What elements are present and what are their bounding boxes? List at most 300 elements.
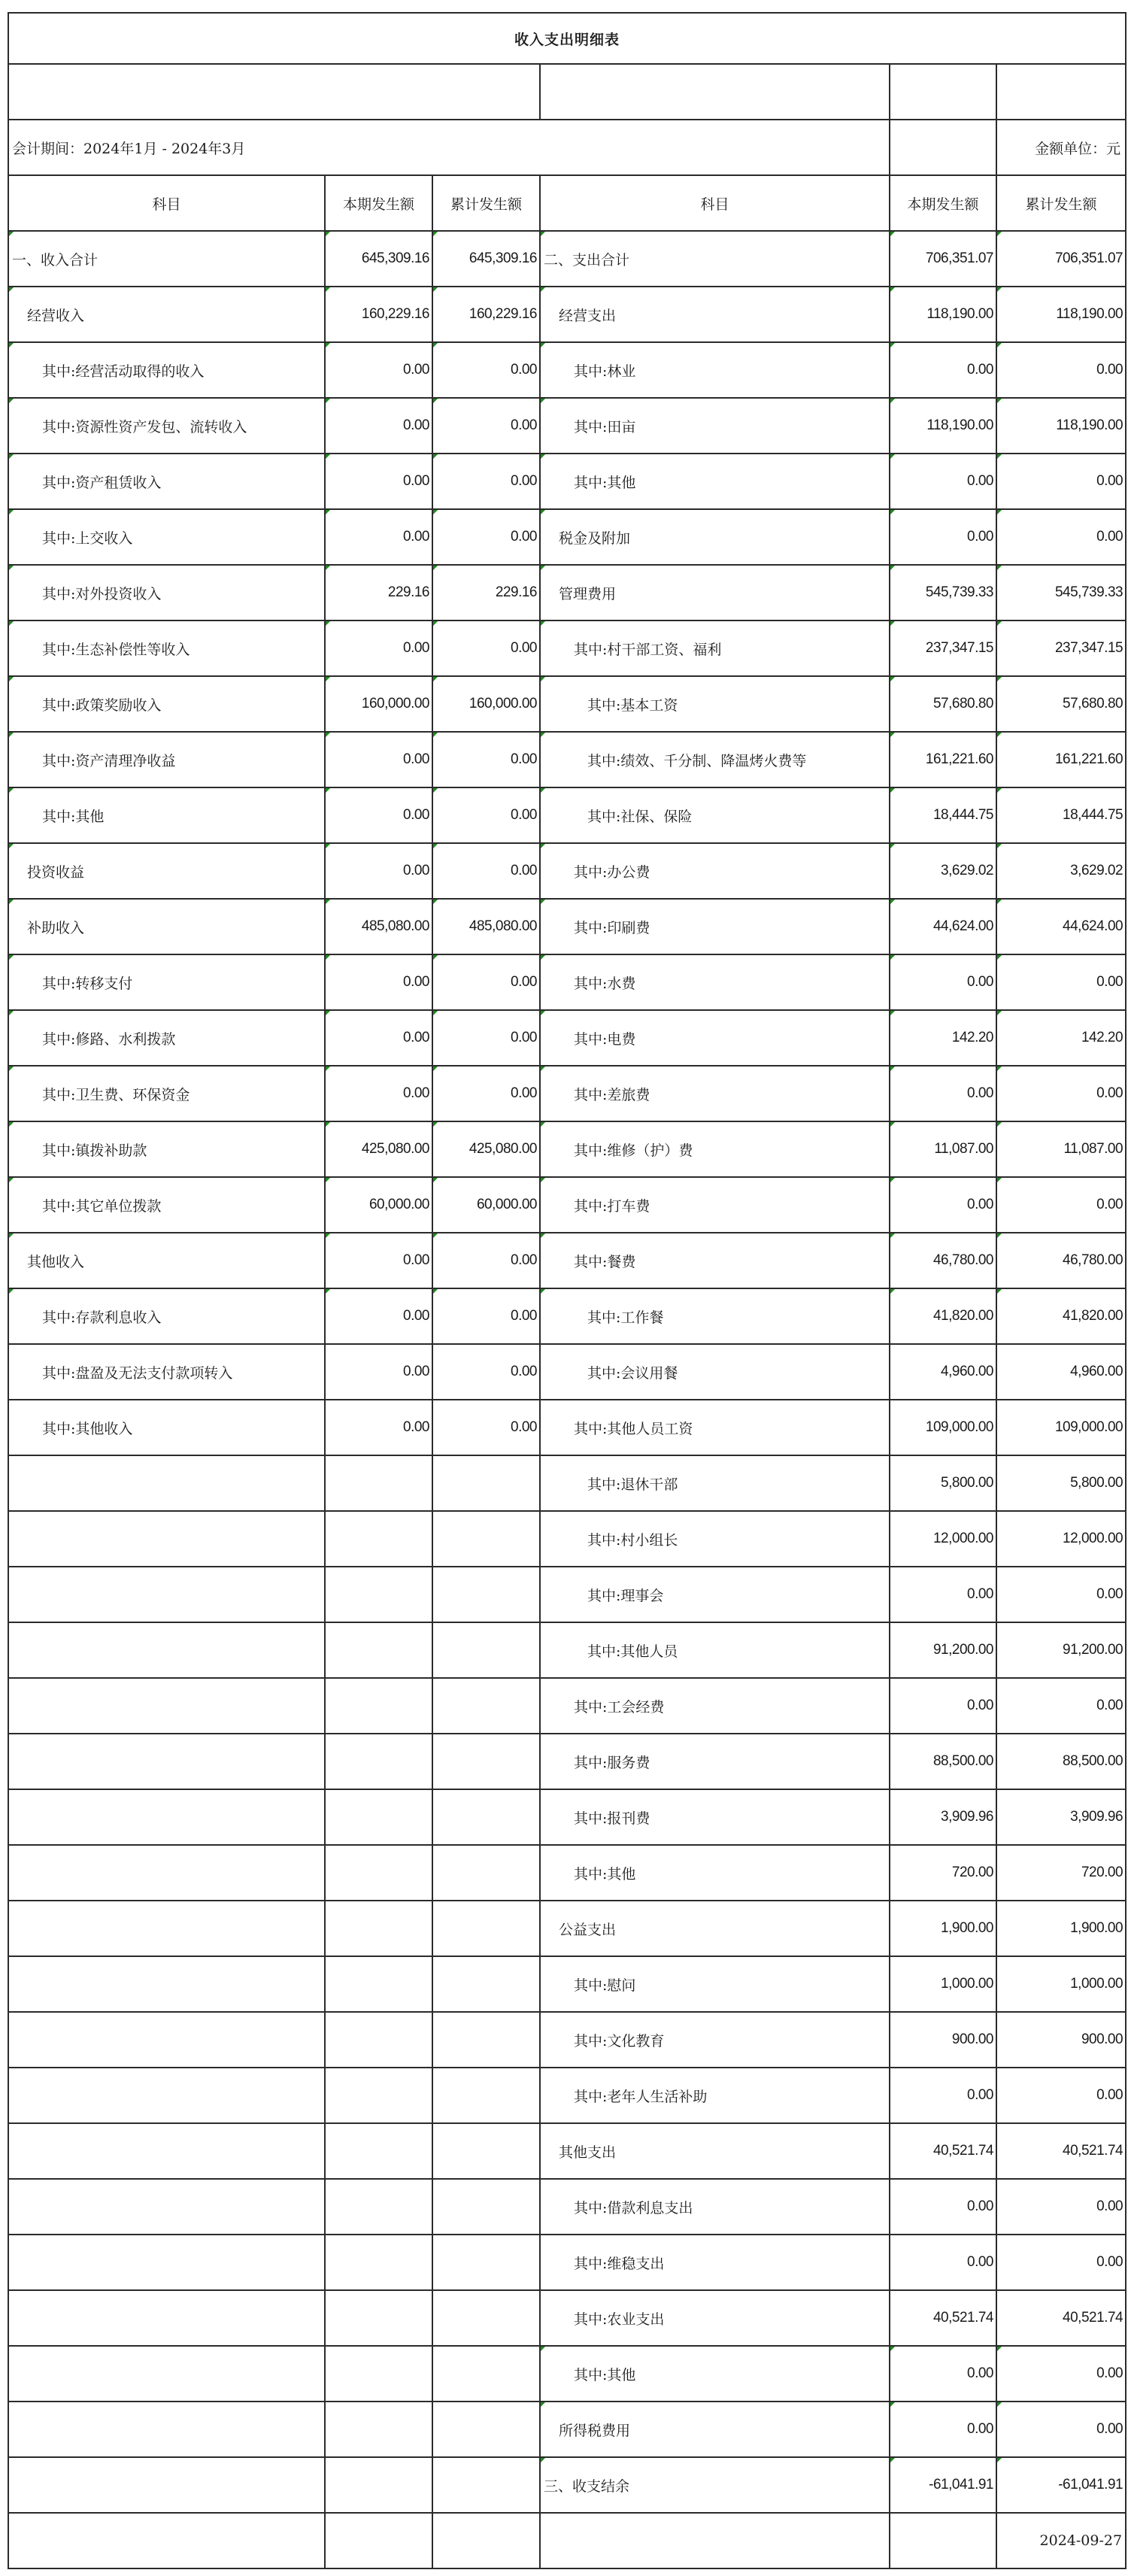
expense-current-cell[interactable]: 91,200.00 bbox=[890, 1622, 996, 1678]
table-row bbox=[8, 1455, 1126, 1511]
expense-cumulative-cell[interactable]: 0.00 bbox=[996, 342, 1126, 398]
empty-cell[interactable] bbox=[432, 1511, 540, 1567]
expense-cumulative-cell[interactable]: 161,221.60 bbox=[996, 732, 1126, 787]
table-row bbox=[8, 1789, 1126, 1845]
expense-cumulative-cell[interactable]: 91,200.00 bbox=[996, 1622, 1126, 1678]
income-cumulative-cell[interactable]: 0.00 bbox=[432, 398, 540, 454]
expense-cumulative-cell[interactable]: 0.00 bbox=[996, 2346, 1126, 2402]
expense-cumulative-cell[interactable]: -61,041.91 bbox=[996, 2457, 1126, 2513]
expense-cumulative-cell[interactable]: 57,680.80 bbox=[996, 676, 1126, 732]
expense-current-cell[interactable]: 0.00 bbox=[890, 954, 996, 1010]
expense-subject-cell[interactable]: 其中:工作餐 bbox=[540, 1288, 890, 1344]
expense-subject-cell[interactable]: 其中:其他 bbox=[540, 1845, 890, 1901]
income-cumulative-cell[interactable]: 0.00 bbox=[432, 732, 540, 787]
income-current-cell[interactable]: 0.00 bbox=[325, 509, 432, 565]
expense-cumulative-cell[interactable]: 1,000.00 bbox=[996, 1956, 1126, 2012]
col-header-income-subject: 科目 bbox=[8, 175, 325, 231]
income-cumulative-cell[interactable]: 0.00 bbox=[432, 1288, 540, 1344]
empty-cell[interactable] bbox=[8, 2290, 325, 2346]
empty-cell[interactable] bbox=[325, 1789, 432, 1845]
income-cumulative-cell[interactable]: 0.00 bbox=[432, 509, 540, 565]
empty-cell[interactable] bbox=[325, 2235, 432, 2290]
expense-current-cell[interactable]: 40,521.74 bbox=[890, 2123, 996, 2179]
income-cumulative-cell[interactable]: 645,309.16 bbox=[432, 231, 540, 287]
expense-subject-cell[interactable]: 其他支出 bbox=[540, 2123, 890, 2179]
table-row bbox=[8, 1678, 1126, 1734]
expense-current-cell[interactable]: 1,900.00 bbox=[890, 1901, 996, 1956]
expense-cumulative-cell[interactable]: 0.00 bbox=[996, 2235, 1126, 2290]
empty-cell[interactable] bbox=[325, 1734, 432, 1789]
expense-subject-cell[interactable]: 其中:打车费 bbox=[540, 1177, 890, 1233]
expense-cumulative-cell[interactable]: 40,521.74 bbox=[996, 2123, 1126, 2179]
empty-cell[interactable] bbox=[432, 2346, 540, 2402]
income-current-cell[interactable]: 229.16 bbox=[325, 565, 432, 620]
empty-cell[interactable] bbox=[432, 1567, 540, 1622]
income-subject-cell[interactable]: 其中:经营活动取得的收入 bbox=[8, 342, 325, 398]
table-row bbox=[8, 1121, 1126, 1177]
expense-subject-cell[interactable]: 二、支出合计 bbox=[540, 231, 890, 287]
expense-cumulative-cell[interactable]: 720.00 bbox=[996, 1845, 1126, 1901]
empty-cell[interactable] bbox=[8, 2402, 325, 2457]
col-header-income-current: 本期发生额 bbox=[325, 175, 432, 231]
empty-cell[interactable] bbox=[325, 2068, 432, 2123]
table-row bbox=[8, 342, 1126, 398]
empty-cell[interactable] bbox=[8, 1678, 325, 1734]
expense-cumulative-cell[interactable]: 0.00 bbox=[996, 1177, 1126, 1233]
table-row bbox=[8, 231, 1126, 287]
expense-current-cell[interactable]: 0.00 bbox=[890, 509, 996, 565]
income-subject-cell[interactable]: 其中:其他 bbox=[8, 787, 325, 843]
table-row bbox=[8, 2235, 1126, 2290]
expense-subject-cell[interactable]: 其中:农业支出 bbox=[540, 2290, 890, 2346]
expense-current-cell[interactable]: 161,221.60 bbox=[890, 732, 996, 787]
empty-cell[interactable] bbox=[8, 1567, 325, 1622]
expense-current-cell[interactable]: 0.00 bbox=[890, 1066, 996, 1121]
expense-current-cell[interactable]: 0.00 bbox=[890, 454, 996, 509]
expense-cumulative-cell[interactable]: 545,739.33 bbox=[996, 565, 1126, 620]
empty-cell[interactable] bbox=[8, 2012, 325, 2068]
expense-subject-cell[interactable]: 其中:绩效、千分制、降温烤火费等 bbox=[540, 732, 890, 787]
table-row bbox=[8, 509, 1126, 565]
expense-subject-cell[interactable]: 其中:其他人员 bbox=[540, 1622, 890, 1678]
expense-cumulative-cell[interactable]: 0.00 bbox=[996, 1678, 1126, 1734]
empty-cell[interactable] bbox=[8, 1845, 325, 1901]
blank-cell[interactable] bbox=[540, 64, 890, 120]
table-row bbox=[8, 1066, 1126, 1121]
title-row bbox=[8, 13, 1126, 64]
blank-cell[interactable] bbox=[890, 64, 996, 120]
empty-cell[interactable] bbox=[432, 1789, 540, 1845]
income-subject-cell[interactable]: 其中:资源性资产发包、流转收入 bbox=[8, 398, 325, 454]
expense-subject-cell[interactable]: 其中:电费 bbox=[540, 1010, 890, 1066]
income-current-cell[interactable]: 0.00 bbox=[325, 1288, 432, 1344]
expense-subject-cell[interactable]: 经营支出 bbox=[540, 287, 890, 342]
empty-cell[interactable] bbox=[432, 1455, 540, 1511]
table-row bbox=[8, 732, 1126, 787]
expense-subject-cell[interactable]: 管理费用 bbox=[540, 565, 890, 620]
empty-cell[interactable] bbox=[432, 2123, 540, 2179]
expense-subject-cell[interactable]: 其中:田亩 bbox=[540, 398, 890, 454]
table-row bbox=[8, 454, 1126, 509]
income-current-cell[interactable]: 645,309.16 bbox=[325, 231, 432, 287]
empty-cell[interactable] bbox=[432, 2402, 540, 2457]
expense-current-cell[interactable]: 46,780.00 bbox=[890, 1233, 996, 1288]
expense-subject-cell[interactable]: 其中:文化教育 bbox=[540, 2012, 890, 2068]
income-current-cell[interactable]: 0.00 bbox=[325, 1066, 432, 1121]
table-row bbox=[8, 1567, 1126, 1622]
expense-current-cell[interactable]: 0.00 bbox=[890, 1567, 996, 1622]
income-cumulative-cell[interactable]: 0.00 bbox=[432, 1233, 540, 1288]
expense-subject-cell[interactable]: 其中:其他人员工资 bbox=[540, 1400, 890, 1455]
table-row bbox=[8, 287, 1126, 342]
expense-current-cell[interactable]: 0.00 bbox=[890, 1177, 996, 1233]
report-date: 2024-09-27 bbox=[996, 2513, 1126, 2568]
empty-cell[interactable] bbox=[8, 1622, 325, 1678]
income-current-cell[interactable]: 0.00 bbox=[325, 1344, 432, 1400]
empty-cell[interactable] bbox=[8, 1734, 325, 1789]
expense-subject-cell[interactable]: 其中:维修（护）费 bbox=[540, 1121, 890, 1177]
table-row bbox=[8, 1344, 1126, 1400]
expense-cumulative-cell[interactable]: 5,800.00 bbox=[996, 1455, 1126, 1511]
col-header-expense-subject: 科目 bbox=[540, 175, 890, 231]
income-cumulative-cell[interactable]: 0.00 bbox=[432, 1400, 540, 1455]
income-current-cell[interactable]: 485,080.00 bbox=[325, 899, 432, 954]
income-subject-cell[interactable]: 其中:存款利息收入 bbox=[8, 1288, 325, 1344]
col-header-expense-cumulative: 累计发生额 bbox=[996, 175, 1126, 231]
empty-cell[interactable] bbox=[432, 2513, 540, 2568]
empty-cell[interactable] bbox=[8, 2513, 325, 2568]
income-current-cell[interactable]: 0.00 bbox=[325, 843, 432, 899]
expense-current-cell[interactable]: 18,444.75 bbox=[890, 787, 996, 843]
expense-subject-cell[interactable]: 其中:理事会 bbox=[540, 1567, 890, 1622]
expense-current-cell[interactable]: 545,739.33 bbox=[890, 565, 996, 620]
income-subject-cell[interactable]: 其中:生态补偿性等收入 bbox=[8, 620, 325, 676]
expense-subject-cell[interactable]: 所得税费用 bbox=[540, 2402, 890, 2457]
income-subject-cell[interactable]: 补助收入 bbox=[8, 899, 325, 954]
empty-cell[interactable] bbox=[325, 1845, 432, 1901]
income-current-cell[interactable]: 60,000.00 bbox=[325, 1177, 432, 1233]
expense-subject-cell[interactable]: 其中:社保、保险 bbox=[540, 787, 890, 843]
income-subject-cell[interactable]: 其中:镇拨补助款 bbox=[8, 1121, 325, 1177]
empty-cell[interactable] bbox=[325, 1956, 432, 2012]
table-row bbox=[8, 1845, 1126, 1901]
empty-cell[interactable] bbox=[325, 1678, 432, 1734]
table-row bbox=[8, 2402, 1126, 2457]
expense-cumulative-cell[interactable]: 0.00 bbox=[996, 954, 1126, 1010]
income-subject-cell[interactable]: 其他收入 bbox=[8, 1233, 325, 1288]
empty-cell[interactable] bbox=[325, 2513, 432, 2568]
empty-cell[interactable] bbox=[432, 2068, 540, 2123]
table-row bbox=[8, 2068, 1126, 2123]
income-subject-cell[interactable]: 其中:卫生费、环保资金 bbox=[8, 1066, 325, 1121]
expense-current-cell[interactable]: 0.00 bbox=[890, 2179, 996, 2235]
expense-current-cell[interactable]: 41,820.00 bbox=[890, 1288, 996, 1344]
expense-cumulative-cell[interactable]: 118,190.00 bbox=[996, 287, 1126, 342]
table-row bbox=[8, 899, 1126, 954]
empty-cell[interactable] bbox=[8, 1789, 325, 1845]
expense-cumulative-cell[interactable]: 706,351.07 bbox=[996, 231, 1126, 287]
income-current-cell[interactable]: 0.00 bbox=[325, 620, 432, 676]
income-current-cell[interactable]: 0.00 bbox=[325, 454, 432, 509]
empty-cell[interactable] bbox=[432, 1678, 540, 1734]
table-row bbox=[8, 843, 1126, 899]
income-current-cell[interactable]: 0.00 bbox=[325, 954, 432, 1010]
table-row bbox=[8, 1400, 1126, 1455]
expense-subject-cell[interactable]: 其中:其他 bbox=[540, 454, 890, 509]
accounting-period: 会计期间：2024年1月 - 2024年3月 bbox=[8, 120, 890, 175]
income-cumulative-cell[interactable]: 0.00 bbox=[432, 1066, 540, 1121]
income-current-cell[interactable]: 0.00 bbox=[325, 732, 432, 787]
empty-cell[interactable] bbox=[432, 1956, 540, 2012]
expense-current-cell[interactable]: 4,960.00 bbox=[890, 1344, 996, 1400]
empty-cell[interactable] bbox=[8, 2123, 325, 2179]
expense-cumulative-cell[interactable]: 11,087.00 bbox=[996, 1121, 1126, 1177]
income-current-cell[interactable]: 160,000.00 bbox=[325, 676, 432, 732]
empty-cell[interactable] bbox=[8, 1455, 325, 1511]
empty-cell[interactable] bbox=[8, 2235, 325, 2290]
expense-current-cell[interactable]: 0.00 bbox=[890, 2235, 996, 2290]
expense-cumulative-cell[interactable]: 118,190.00 bbox=[996, 398, 1126, 454]
table-row bbox=[8, 1956, 1126, 2012]
empty-cell[interactable] bbox=[325, 2346, 432, 2402]
blank-cell[interactable] bbox=[996, 64, 1126, 120]
income-cumulative-cell[interactable]: 160,000.00 bbox=[432, 676, 540, 732]
expense-current-cell[interactable]: 5,800.00 bbox=[890, 1455, 996, 1511]
expense-cumulative-cell[interactable]: 88,500.00 bbox=[996, 1734, 1126, 1789]
expense-cumulative-cell[interactable]: 237,347.15 bbox=[996, 620, 1126, 676]
expense-current-cell[interactable]: 0.00 bbox=[890, 342, 996, 398]
income-current-cell[interactable]: 160,229.16 bbox=[325, 287, 432, 342]
empty-cell[interactable] bbox=[432, 1845, 540, 1901]
table-row bbox=[8, 787, 1126, 843]
table-row bbox=[8, 1622, 1126, 1678]
income-cumulative-cell[interactable]: 160,229.16 bbox=[432, 287, 540, 342]
expense-cumulative-cell[interactable]: 44,624.00 bbox=[996, 899, 1126, 954]
expense-cumulative-cell[interactable]: 0.00 bbox=[996, 1066, 1126, 1121]
table-row bbox=[8, 1901, 1126, 1956]
expense-cumulative-cell[interactable]: 12,000.00 bbox=[996, 1511, 1126, 1567]
income-cumulative-cell[interactable]: 0.00 bbox=[432, 1344, 540, 1400]
expense-current-cell[interactable]: 720.00 bbox=[890, 1845, 996, 1901]
income-cumulative-cell[interactable]: 60,000.00 bbox=[432, 1177, 540, 1233]
expense-current-cell[interactable]: 0.00 bbox=[890, 2068, 996, 2123]
empty-cell[interactable] bbox=[432, 2290, 540, 2346]
expense-subject-cell[interactable]: 其中:其他 bbox=[540, 2346, 890, 2402]
expense-cumulative-cell[interactable]: 1,900.00 bbox=[996, 1901, 1126, 1956]
income-subject-cell[interactable]: 其中:资产清理净收益 bbox=[8, 732, 325, 787]
expense-current-cell[interactable]: 0.00 bbox=[890, 1678, 996, 1734]
table-row bbox=[8, 1511, 1126, 1567]
income-cumulative-cell[interactable]: 0.00 bbox=[432, 787, 540, 843]
empty-cell[interactable] bbox=[540, 2513, 890, 2568]
expense-current-cell[interactable]: -61,041.91 bbox=[890, 2457, 996, 2513]
expense-current-cell[interactable]: 40,521.74 bbox=[890, 2290, 996, 2346]
empty-cell[interactable] bbox=[325, 2179, 432, 2235]
expense-subject-cell[interactable]: 其中:办公费 bbox=[540, 843, 890, 899]
expense-subject-cell[interactable]: 其中:维稳支出 bbox=[540, 2235, 890, 2290]
income-current-cell[interactable]: 425,080.00 bbox=[325, 1121, 432, 1177]
expense-subject-cell[interactable]: 其中:印刷费 bbox=[540, 899, 890, 954]
blank-cell[interactable] bbox=[8, 64, 540, 120]
expense-subject-cell[interactable]: 其中:餐费 bbox=[540, 1233, 890, 1288]
expense-subject-cell[interactable]: 其中:村干部工资、福利 bbox=[540, 620, 890, 676]
expense-subject-cell[interactable]: 其中:会议用餐 bbox=[540, 1344, 890, 1400]
empty-cell[interactable] bbox=[432, 2457, 540, 2513]
empty-cell[interactable] bbox=[8, 2068, 325, 2123]
empty-cell[interactable] bbox=[432, 2235, 540, 2290]
expense-current-cell[interactable]: 57,680.80 bbox=[890, 676, 996, 732]
expense-subject-cell[interactable]: 其中:基本工资 bbox=[540, 676, 890, 732]
expense-current-cell[interactable]: 118,190.00 bbox=[890, 287, 996, 342]
expense-subject-cell[interactable]: 其中:林业 bbox=[540, 342, 890, 398]
expense-current-cell[interactable]: 3,909.96 bbox=[890, 1789, 996, 1845]
empty-cell[interactable] bbox=[325, 2402, 432, 2457]
expense-current-cell[interactable]: 706,351.07 bbox=[890, 231, 996, 287]
income-cumulative-cell[interactable]: 0.00 bbox=[432, 843, 540, 899]
table-row bbox=[8, 2123, 1126, 2179]
empty-cell[interactable] bbox=[432, 1901, 540, 1956]
expense-subject-cell[interactable]: 其中:借款利息支出 bbox=[540, 2179, 890, 2235]
empty-cell[interactable] bbox=[325, 2012, 432, 2068]
income-subject-cell[interactable]: 其中:其它单位拨款 bbox=[8, 1177, 325, 1233]
empty-cell[interactable] bbox=[8, 2179, 325, 2235]
income-cumulative-cell[interactable]: 0.00 bbox=[432, 454, 540, 509]
expense-cumulative-cell[interactable]: 142.20 bbox=[996, 1010, 1126, 1066]
income-subject-cell[interactable]: 其中:上交收入 bbox=[8, 509, 325, 565]
table-row bbox=[8, 398, 1126, 454]
table-row bbox=[8, 2290, 1126, 2346]
expense-current-cell[interactable]: 3,629.02 bbox=[890, 843, 996, 899]
expense-cumulative-cell[interactable]: 3,629.02 bbox=[996, 843, 1126, 899]
income-subject-cell[interactable]: 其中:政策奖励收入 bbox=[8, 676, 325, 732]
income-cumulative-cell[interactable]: 425,080.00 bbox=[432, 1121, 540, 1177]
income-subject-cell[interactable]: 其中:转移支付 bbox=[8, 954, 325, 1010]
empty-cell[interactable] bbox=[432, 1622, 540, 1678]
expense-current-cell[interactable]: 1,000.00 bbox=[890, 1956, 996, 2012]
income-cumulative-cell[interactable]: 0.00 bbox=[432, 954, 540, 1010]
expense-current-cell[interactable]: 142.20 bbox=[890, 1010, 996, 1066]
expense-current-cell[interactable]: 11,087.00 bbox=[890, 1121, 996, 1177]
income-subject-cell[interactable]: 经营收入 bbox=[8, 287, 325, 342]
expense-cumulative-cell[interactable]: 900.00 bbox=[996, 2012, 1126, 2068]
expense-current-cell[interactable]: 118,190.00 bbox=[890, 398, 996, 454]
expense-current-cell[interactable]: 12,000.00 bbox=[890, 1511, 996, 1567]
income-cumulative-cell[interactable]: 229.16 bbox=[432, 565, 540, 620]
expense-subject-cell[interactable]: 其中:退休干部 bbox=[540, 1455, 890, 1511]
empty-cell[interactable] bbox=[8, 1511, 325, 1567]
expense-cumulative-cell[interactable]: 3,909.96 bbox=[996, 1789, 1126, 1845]
expense-current-cell[interactable]: 88,500.00 bbox=[890, 1734, 996, 1789]
expense-cumulative-cell[interactable]: 46,780.00 bbox=[996, 1233, 1126, 1288]
expense-subject-cell[interactable]: 其中:村小组长 bbox=[540, 1511, 890, 1567]
empty-cell[interactable] bbox=[325, 2290, 432, 2346]
expense-cumulative-cell[interactable]: 0.00 bbox=[996, 454, 1126, 509]
blank-row bbox=[8, 64, 1126, 120]
col-header-income-cumulative: 累计发生额 bbox=[432, 175, 540, 231]
income-subject-cell[interactable]: 其中:资产租赁收入 bbox=[8, 454, 325, 509]
empty-cell[interactable] bbox=[325, 2457, 432, 2513]
table-row bbox=[8, 1734, 1126, 1789]
expense-current-cell[interactable]: 0.00 bbox=[890, 2346, 996, 2402]
income-cumulative-cell[interactable]: 485,080.00 bbox=[432, 899, 540, 954]
expense-cumulative-cell[interactable]: 109,000.00 bbox=[996, 1400, 1126, 1455]
expense-subject-cell[interactable]: 其中:服务费 bbox=[540, 1734, 890, 1789]
table-row bbox=[8, 2457, 1126, 2513]
expense-subject-cell[interactable]: 其中:报刊费 bbox=[540, 1789, 890, 1845]
income-cumulative-cell[interactable]: 0.00 bbox=[432, 1010, 540, 1066]
empty-cell[interactable] bbox=[325, 1622, 432, 1678]
empty-cell[interactable] bbox=[8, 1901, 325, 1956]
empty-cell[interactable] bbox=[432, 1734, 540, 1789]
expense-cumulative-cell[interactable]: 0.00 bbox=[996, 2068, 1126, 2123]
expense-current-cell[interactable]: 109,000.00 bbox=[890, 1400, 996, 1455]
income-subject-cell[interactable]: 其中:其他收入 bbox=[8, 1400, 325, 1455]
expense-subject-cell[interactable]: 其中:工会经费 bbox=[540, 1678, 890, 1734]
income-subject-cell[interactable]: 其中:修路、水利拨款 bbox=[8, 1010, 325, 1066]
income-subject-cell[interactable]: 其中:对外投资收入 bbox=[8, 565, 325, 620]
expense-subject-cell[interactable]: 其中:水费 bbox=[540, 954, 890, 1010]
income-subject-cell[interactable]: 投资收益 bbox=[8, 843, 325, 899]
empty-cell[interactable] bbox=[890, 2513, 996, 2568]
empty-cell[interactable] bbox=[325, 1511, 432, 1567]
expense-subject-cell[interactable]: 公益支出 bbox=[540, 1901, 890, 1956]
report-title: 收入支出明细表 bbox=[8, 13, 1126, 64]
income-current-cell[interactable]: 0.00 bbox=[325, 1010, 432, 1066]
empty-cell[interactable] bbox=[325, 1567, 432, 1622]
income-cumulative-cell[interactable]: 0.00 bbox=[432, 620, 540, 676]
expense-current-cell[interactable]: 237,347.15 bbox=[890, 620, 996, 676]
table-row bbox=[8, 565, 1126, 620]
blank-cell[interactable] bbox=[890, 120, 996, 175]
expense-subject-cell[interactable]: 税金及附加 bbox=[540, 509, 890, 565]
expense-cumulative-cell[interactable]: 0.00 bbox=[996, 1567, 1126, 1622]
empty-cell[interactable] bbox=[325, 2123, 432, 2179]
expense-subject-cell[interactable]: 其中:慰问 bbox=[540, 1956, 890, 2012]
expense-cumulative-cell[interactable]: 4,960.00 bbox=[996, 1344, 1126, 1400]
table-row bbox=[8, 954, 1126, 1010]
expense-current-cell[interactable]: 900.00 bbox=[890, 2012, 996, 2068]
income-current-cell[interactable]: 0.00 bbox=[325, 398, 432, 454]
income-current-cell[interactable]: 0.00 bbox=[325, 342, 432, 398]
expense-cumulative-cell[interactable]: 41,820.00 bbox=[996, 1288, 1126, 1344]
expense-cumulative-cell[interactable]: 40,521.74 bbox=[996, 2290, 1126, 2346]
expense-current-cell[interactable]: 0.00 bbox=[890, 2402, 996, 2457]
expense-current-cell[interactable]: 44,624.00 bbox=[890, 899, 996, 954]
expense-subject-cell[interactable]: 其中:差旅费 bbox=[540, 1066, 890, 1121]
expense-cumulative-cell[interactable]: 18,444.75 bbox=[996, 787, 1126, 843]
expense-subject-cell[interactable]: 三、收支结余 bbox=[540, 2457, 890, 2513]
empty-cell[interactable] bbox=[432, 2012, 540, 2068]
empty-cell[interactable] bbox=[432, 2179, 540, 2235]
empty-cell[interactable] bbox=[325, 1901, 432, 1956]
expense-cumulative-cell[interactable]: 0.00 bbox=[996, 2402, 1126, 2457]
header-row bbox=[8, 175, 1126, 231]
empty-cell[interactable] bbox=[8, 1956, 325, 2012]
income-cumulative-cell[interactable]: 0.00 bbox=[432, 342, 540, 398]
income-current-cell[interactable]: 0.00 bbox=[325, 1400, 432, 1455]
empty-cell[interactable] bbox=[8, 2457, 325, 2513]
empty-cell[interactable] bbox=[8, 2346, 325, 2402]
empty-cell[interactable] bbox=[325, 1455, 432, 1511]
table-row bbox=[8, 1288, 1126, 1344]
income-current-cell[interactable]: 0.00 bbox=[325, 1233, 432, 1288]
income-current-cell[interactable]: 0.00 bbox=[325, 787, 432, 843]
expense-cumulative-cell[interactable]: 0.00 bbox=[996, 2179, 1126, 2235]
income-subject-cell[interactable]: 一、收入合计 bbox=[8, 231, 325, 287]
income-subject-cell[interactable]: 其中:盘盈及无法支付款项转入 bbox=[8, 1344, 325, 1400]
expense-subject-cell[interactable]: 其中:老年人生活补助 bbox=[540, 2068, 890, 2123]
expense-cumulative-cell[interactable]: 0.00 bbox=[996, 509, 1126, 565]
